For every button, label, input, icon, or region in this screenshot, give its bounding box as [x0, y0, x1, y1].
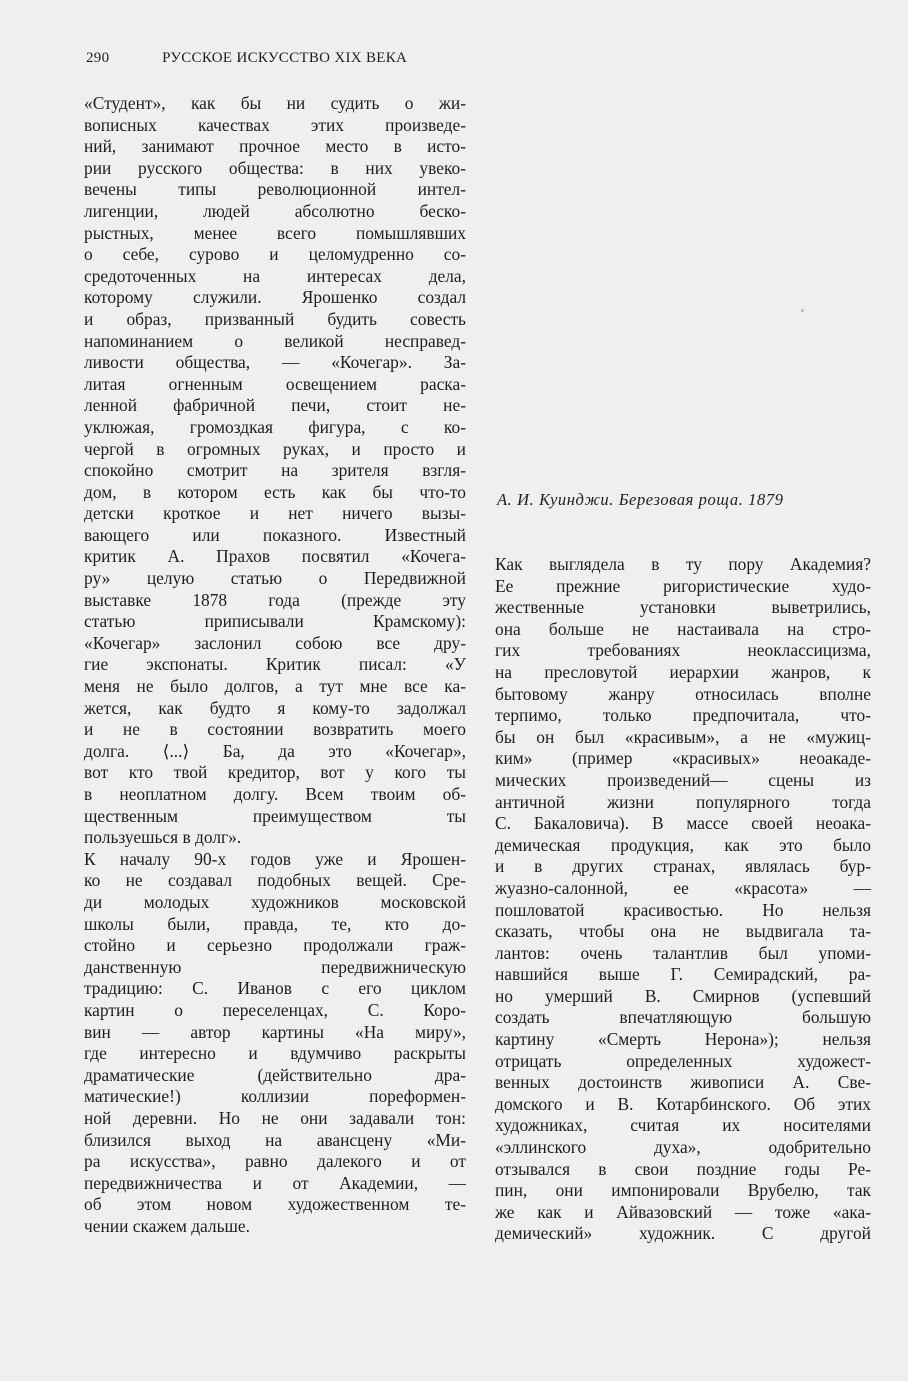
page-number: 290	[86, 50, 110, 66]
text-line: об этом новом художественном те-	[84, 1194, 466, 1215]
text-line: художниках, считая их носителями	[495, 1115, 871, 1136]
text-line: матические!) коллизии пореформен-	[84, 1086, 466, 1107]
text-line: вечены типы революционной интел-	[84, 179, 466, 200]
right-text-column	[495, 554, 871, 1245]
text-line: ний, занимают прочное место в исто-	[84, 136, 466, 157]
text-line: Как выглядела в ту пору Академия?	[495, 554, 871, 574]
text-line: жуазно-салонной, ее «красота» —	[495, 877, 871, 898]
running-title: РУССКОЕ ИСКУССТВО XIX ВЕКА	[162, 50, 408, 66]
text-line: венных достоинств живописи А. Све-	[495, 1072, 871, 1093]
text-line: где интересно и вдумчиво раскрыты	[84, 1043, 466, 1064]
text-line: отрицать определенных художест-	[495, 1050, 871, 1071]
text-line: отзывался в свои поздние годы Ре-	[495, 1158, 871, 1179]
text-line: в неоплатном долгу. Всем твоим об-	[84, 784, 466, 804]
text-line: средоточенных на интересах дела,	[84, 265, 466, 286]
left-text-column	[84, 93, 466, 1237]
text-line: спокойно смотрит на зрителя взгля-	[84, 460, 466, 481]
print-speck	[801, 309, 804, 312]
text-line: традицию: С. Иванов с его циклом	[84, 978, 466, 999]
text-line: картину «Смерть Нерона»); нельзя	[495, 1029, 871, 1050]
text-line: ким» (пример «красивых» неоакаде-	[495, 748, 871, 769]
page-header	[86, 50, 407, 67]
text-line: дом, в котором есть как бы что-то	[84, 481, 466, 502]
text-line: «Студент», как бы ни судить о жи-	[84, 93, 466, 113]
text-line: рыстных, менее всего помышлявших	[84, 222, 466, 243]
text-line: демический» художник. С другой	[495, 1223, 871, 1244]
text-line: чергой в огромных руках, и просто и	[84, 438, 466, 459]
text-line: ленной фабричной печи, стоит не-	[84, 395, 466, 416]
text-line: пин, они импонировали Врубелю, так	[495, 1180, 871, 1201]
text-line: уклюжая, громоздкая фигура, с ко-	[84, 416, 466, 437]
text-line: демическая продукция, как это было	[495, 834, 871, 855]
text-line: щественным преимуществом ты	[84, 805, 466, 826]
text-line: на пресловутой иерархии жанров, к	[495, 661, 871, 682]
text-line: Ее прежние ригористические худо-	[495, 575, 871, 596]
text-line: «эллинского духа», одобрительно	[495, 1137, 871, 1158]
text-line: лигенции, людей абсолютно беско-	[84, 200, 466, 221]
text-line: и образ, призванный будить совесть	[84, 308, 466, 329]
text-line: она больше не настаивала на стро-	[495, 618, 871, 639]
text-line: передвижничества и от Академии, —	[84, 1172, 466, 1193]
text-line: близился выход на авансцену «Ми-	[84, 1129, 466, 1150]
text-line: мических произведений— сцены из	[495, 769, 871, 790]
text-line: пошловатой красивостью. Но нельзя	[495, 899, 871, 920]
text-line: и не в состоянии возвратить моего	[84, 719, 466, 740]
text-line: лантов: очень талантлив был упоми-	[495, 942, 871, 963]
text-line: пользуешься в долг».	[84, 827, 242, 848]
text-line: чении скажем дальше.	[84, 1215, 251, 1236]
text-line: К началу 90-х годов уже и Ярошен-	[84, 848, 466, 869]
text-line: данственную передвижническую	[84, 956, 466, 977]
text-line: жется, как будто я кому-то задолжал	[84, 697, 466, 718]
text-line: меня не было долгов, а тут мне все ка-	[84, 676, 466, 697]
text-line: античной жизни популярного тогда	[495, 791, 871, 812]
text-line: критик А. Прахов посвятил «Кочега-	[84, 546, 466, 567]
text-line: же как и Айвазовский — тоже «ака-	[495, 1201, 871, 1222]
text-line: терпимо, только предпочитала, что-	[495, 705, 871, 726]
text-line: о себе, сурово и целомудренно со-	[84, 244, 466, 265]
text-line: бы он был «красивым», а не «мужиц-	[495, 726, 871, 747]
text-line: статью приписывали Крамскому):	[84, 611, 466, 632]
text-line: детски кроткое и нет ничего вызы-	[84, 503, 466, 524]
text-line: ди молодых художников московской	[84, 891, 466, 912]
text-line: выставке 1878 года (прежде эту	[84, 589, 466, 610]
text-line: школы были, правда, те, кто до-	[84, 913, 466, 934]
text-line: картин о переселенцах, С. Коро-	[84, 999, 466, 1020]
text-line: вописных качествах этих произведе-	[84, 114, 466, 135]
text-line: вин — автор картины «На миру»,	[84, 1021, 466, 1042]
text-line: ливости общества, — «Кочегар». За-	[84, 352, 466, 373]
text-line: ной деревни. Но не они задавали тон:	[84, 1107, 466, 1128]
text-line: ра искусства», равно далекого и от	[84, 1151, 466, 1172]
text-line: навшийся выше Г. Семирадский, ра-	[495, 964, 871, 985]
text-line: С. Бакаловича). В массе своей неоака-	[495, 813, 871, 834]
text-line: напоминанием о великой несправед-	[84, 330, 466, 351]
text-line: «Кочегар» заслонил собою все дру-	[84, 632, 466, 653]
text-line: драматические (действительно дра-	[84, 1064, 466, 1085]
text-line: гих требованиях неоклассицизма,	[495, 640, 871, 661]
text-line: домского и В. Котарбинского. Об этих	[495, 1093, 871, 1114]
text-line: вающего или показного. Известный	[84, 524, 466, 545]
text-line: сказать, чтобы она не выдвигала та-	[495, 921, 871, 942]
text-line: ру» целую статью о Передвижной	[84, 568, 466, 589]
text-line: литая огненным освещением раска-	[84, 373, 466, 394]
illustration-caption: А. И. Куинджи. Березовая роща. 1879	[497, 490, 784, 509]
text-line: бытовому жанру относилась вполне	[495, 683, 871, 704]
text-line: жественные установки выветрились,	[495, 597, 871, 618]
text-line: рии русского общества: в них увеко-	[84, 157, 466, 178]
text-line: и в других странах, являлась бур-	[495, 856, 871, 877]
text-line: ко не создавал подобных вещей. Сре-	[84, 870, 466, 891]
text-line: гие экспонаты. Критик писал: «У	[84, 654, 466, 675]
text-line: создать впечатляющую большую	[495, 1007, 871, 1028]
text-line: которому служили. Ярошенко создал	[84, 287, 466, 308]
text-line: долга. ⟨...⟩ Ба, да это «Кочегар»,	[84, 740, 466, 761]
text-line: вот кто твой кредитор, вот у кого ты	[84, 762, 466, 783]
text-line: но умерший В. Смирнов (успевший	[495, 985, 871, 1006]
text-line: стойно и серьезно продолжали граж-	[84, 935, 466, 956]
